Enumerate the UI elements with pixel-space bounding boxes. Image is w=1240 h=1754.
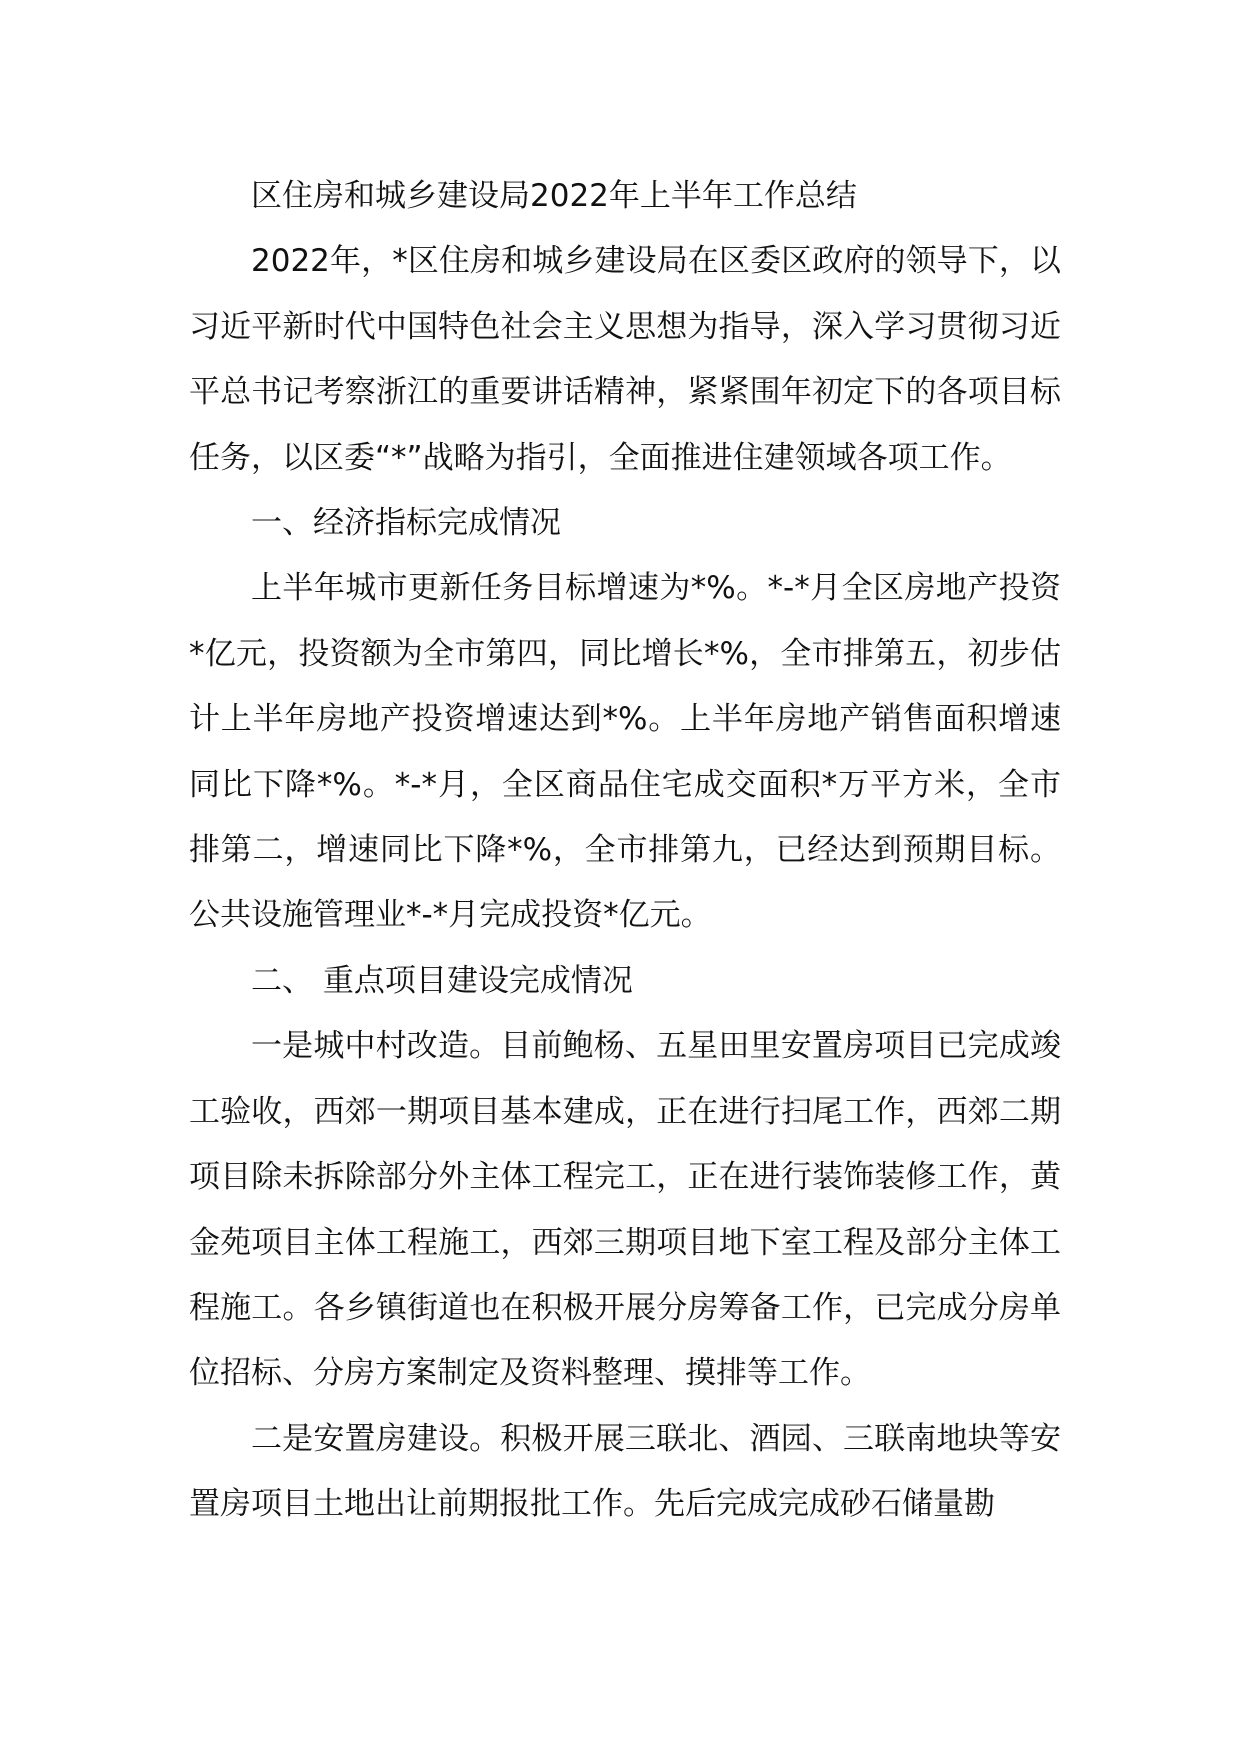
document-title: 区住房和城乡建设局2022年上半年工作总结	[251, 178, 857, 214]
economic-indicators-paragraph: 上半年城市更新任务目标增速为*%。*-*月全区房地产投资*亿元，投资额为全市第四，同比增长*%，全市排第五，初步估计上半年房地产投资增速达到*%。上半年房地产销售面积增速同比下降*%。*-*月，全区商品住宅成交面积*万平方米，全市排第二，增速同比下降*%，全市排第九，已经达到预期目标。公共设施管理业*-*月完成投资*亿元。	[189, 570, 1061, 934]
section-heading-economic-indicators: 一、经济指标完成情况	[251, 505, 561, 542]
urban-village-paragraph: 一是城中村改造。目前鲍杨、五星田里安置房项目已完成竣工验收，西郊一期项目基本建成，正在进行扫尾工作，西郊二期项目除未拆除部分外主体工程完工，正在进行装饰装修工作，黄金苑项目主体工程施工，西郊三期项目地下室工程及部分主体工程施工。各乡镇街道也在积极开展分房筹备工作，已完成分房单位招标、分房方案制定及资料整理、摸排等工作。	[189, 1028, 1061, 1392]
resettlement-housing-paragraph: 二是安置房建设。积极开展三联北、酒园、三联南地块等安置房项目土地出让前期报批工作。先后完成完成砂石储量勘	[189, 1420, 1061, 1523]
intro-paragraph: 2022年，*区住房和城乡建设局在区委区政府的领导下，以习近平新时代中国特色社会主义思想为指导，深入学习贯彻习近平总书记考察浙江的重要讲话精神，紧紧围年初定下的各项目标任务，以区委“*”战略为指引，全面推进住建领域各项工作。	[189, 243, 1061, 476]
document-body	[189, 164, 1061, 1538]
section-heading-key-projects: 二、 重点项目建设完成情况	[251, 962, 633, 999]
